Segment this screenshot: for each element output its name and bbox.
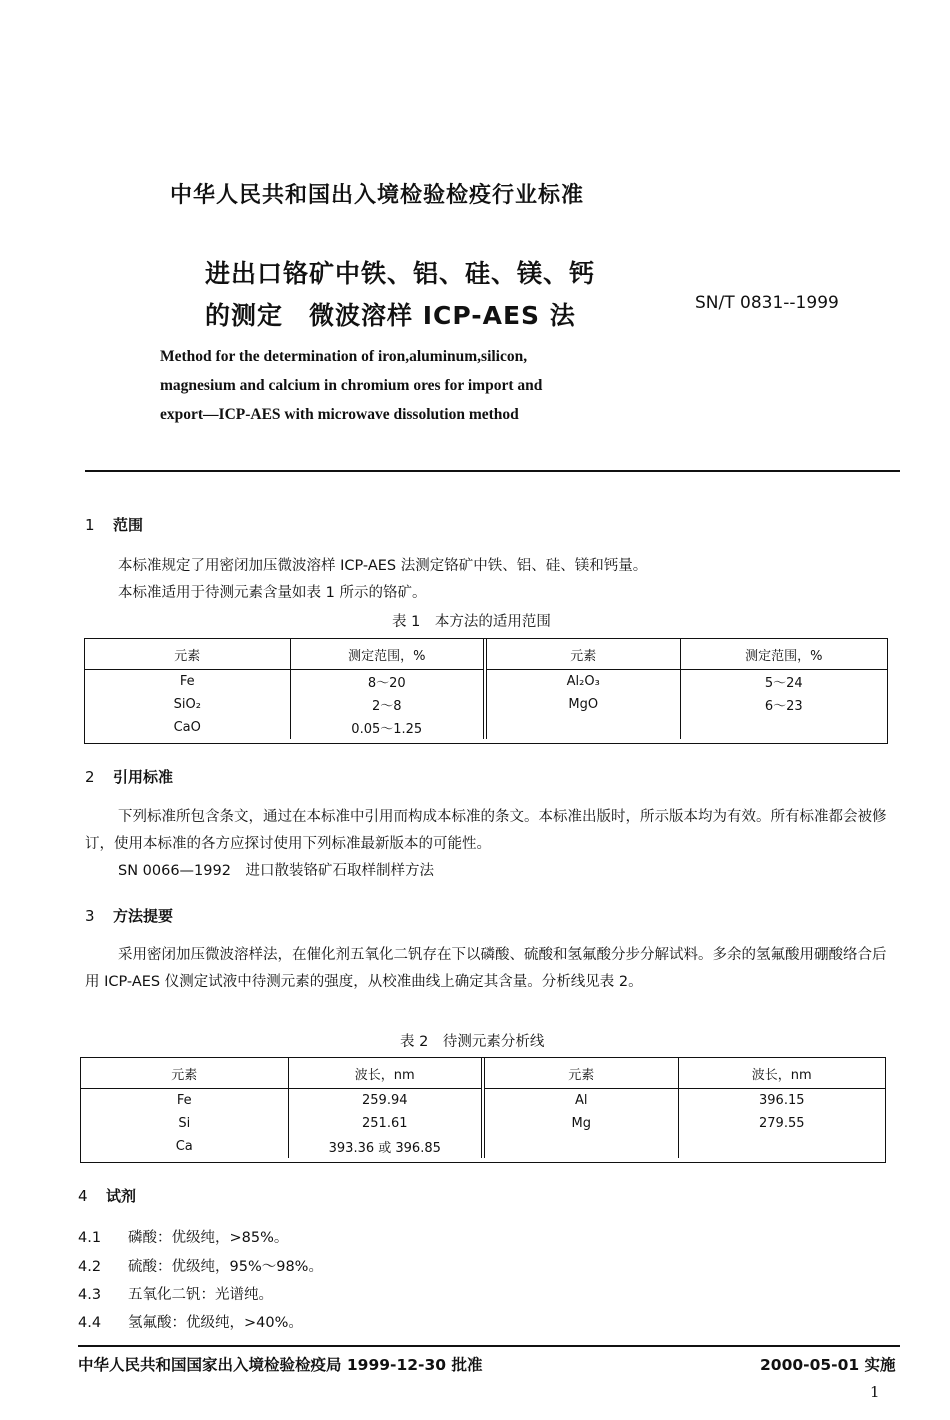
table-cell: 279.55 <box>759 1116 805 1131</box>
section-4-heading <box>78 1185 136 1206</box>
table-cell: 5～24 <box>764 676 803 691</box>
reagent-item <box>78 1255 323 1276</box>
section-2-para-1: 下列标准所包含条文，通过在本标准中引用而构成本标准的条文。本标准出版时，所示版本均为有效。所有标准都会被修订，使用本标准的各方应探讨使用下列标准最新版本的可能性。 <box>85 809 887 852</box>
table-row <box>85 693 887 716</box>
section-number: 2 <box>85 768 95 786</box>
section-1-para-2: 本标准适用于待测元素含量如表 1 所示的铬矿。 <box>118 585 427 601</box>
table-cell: Ca <box>81 1135 288 1158</box>
section-3-heading <box>85 905 173 926</box>
reagent-item <box>78 1283 273 1304</box>
section-label: 试剂 <box>106 1187 137 1205</box>
reagent-number: 4.2 <box>78 1259 102 1275</box>
reagent-text: 五氧化二钒：光谱纯。 <box>128 1287 273 1303</box>
table-cell: 8～20 <box>290 670 485 694</box>
table-cell: Fe <box>85 670 290 694</box>
title-line-2: 的测定 微波溶样 ICP-AES 法 <box>205 301 576 330</box>
table-cell: SiO₂ <box>85 693 290 716</box>
standard-code: SN/T 0831--1999 <box>695 293 839 313</box>
table-header-cell: 波长，nm <box>678 1058 885 1089</box>
table-1 <box>84 638 888 744</box>
table-1-caption: 表 1 本方法的适用范围 <box>392 614 551 630</box>
footer-divider <box>78 1345 900 1347</box>
table-2 <box>80 1057 886 1163</box>
table-header-cell: 元素 <box>485 639 680 670</box>
table-cell: Mg <box>483 1112 678 1135</box>
table-row <box>81 1089 885 1113</box>
section-label: 范围 <box>113 516 144 534</box>
table-cell: 0.05～1.25 <box>290 716 485 739</box>
section-label: 方法提要 <box>113 907 174 925</box>
reagent-number: 4.3 <box>78 1287 102 1303</box>
table-cell: Si <box>81 1112 288 1135</box>
reagent-text: 氢氟酸：优级纯，>40%。 <box>128 1315 303 1331</box>
table-cell <box>483 1135 678 1158</box>
table-cell: Al <box>483 1089 678 1113</box>
section-label: 引用标准 <box>113 768 174 786</box>
table-row <box>85 670 887 694</box>
section-number: 1 <box>85 516 95 534</box>
table-cell: Fe <box>81 1089 288 1113</box>
table-cell: Al₂O₃ <box>485 670 680 694</box>
reagent-text: 磷酸：优级纯，>85%。 <box>128 1230 289 1246</box>
issuing-org-header: 中华人民共和国出入境检验检疫行业标准 <box>170 183 585 208</box>
section-number: 3 <box>85 907 95 925</box>
table-cell <box>485 716 680 739</box>
section-1-heading <box>85 514 143 535</box>
table-cell: 393.36 或 396.85 <box>288 1135 483 1158</box>
reagent-number: 4.4 <box>78 1315 102 1331</box>
table-cell: MgO <box>485 693 680 716</box>
effective-date: 2000-05-01 实施 <box>760 1356 896 1374</box>
table-cell: 251.61 <box>288 1112 483 1135</box>
table-cell: 6～23 <box>764 699 803 714</box>
reagent-number: 4.1 <box>78 1230 102 1246</box>
english-title-line-2: magnesium and calcium in chromium ores for import and <box>160 377 543 394</box>
reagent-text: 硫酸：优级纯，95%～98%。 <box>128 1259 323 1275</box>
section-3-para-1: 采用密闭加压微波溶样法，在催化剂五氧化二钒存在下以磷酸、硫酸和氢氟酸分步分解试料。多余的氢氟酸用硼酸络合后用 ICP-AES 仪测定试液中待测元素的强度，从校准曲线上确定其含量。分析线见表 2。 <box>85 947 887 990</box>
table-2-caption: 表 2 待测元素分析线 <box>400 1034 545 1050</box>
english-title-line-1: Method for the determination of iron,aluminum,silicon, <box>160 348 528 365</box>
section-2-heading <box>85 766 173 787</box>
table-cell: 396.15 <box>759 1093 805 1108</box>
english-title-line-3: export—ICP-AES with microwave dissolution method <box>160 406 519 423</box>
section-number: 4 <box>78 1187 88 1205</box>
reagent-item <box>78 1226 288 1247</box>
table-row <box>85 716 887 739</box>
page-number: 1 <box>870 1383 880 1401</box>
table-cell: 2～8 <box>290 693 485 716</box>
table-cell: CaO <box>85 716 290 739</box>
title-line-1: 进出口铬矿中铁、铝、硅、镁、钙 <box>205 259 596 288</box>
reagent-item <box>78 1311 303 1332</box>
table-header-cell: 波长，nm <box>288 1058 483 1089</box>
table-header-cell: 测定范围，% <box>290 639 485 670</box>
table-cell <box>680 716 887 739</box>
table-cell: 259.94 <box>288 1089 483 1113</box>
table-header-cell: 元素 <box>85 639 290 670</box>
section-1-para-1: 本标准规定了用密闭加压微波溶样 ICP-AES 法测定铬矿中铁、铝、硅、镁和钙量。 <box>118 558 648 574</box>
table-header-row <box>85 639 887 670</box>
table-header-cell: 元素 <box>483 1058 678 1089</box>
table-row <box>81 1135 885 1158</box>
approval-line: 中华人民共和国国家出入境检验检疫局 1999-12-30 批准 <box>78 1356 483 1374</box>
table-header-cell: 元素 <box>81 1058 288 1089</box>
table-header-cell: 测定范围，% <box>680 639 887 670</box>
header-divider <box>85 470 900 472</box>
normative-reference: SN 0066—1992 进口散装铬矿石取样制样方法 <box>118 863 434 879</box>
table-row <box>81 1112 885 1135</box>
table-cell <box>678 1135 885 1158</box>
table-header-row <box>81 1058 885 1089</box>
